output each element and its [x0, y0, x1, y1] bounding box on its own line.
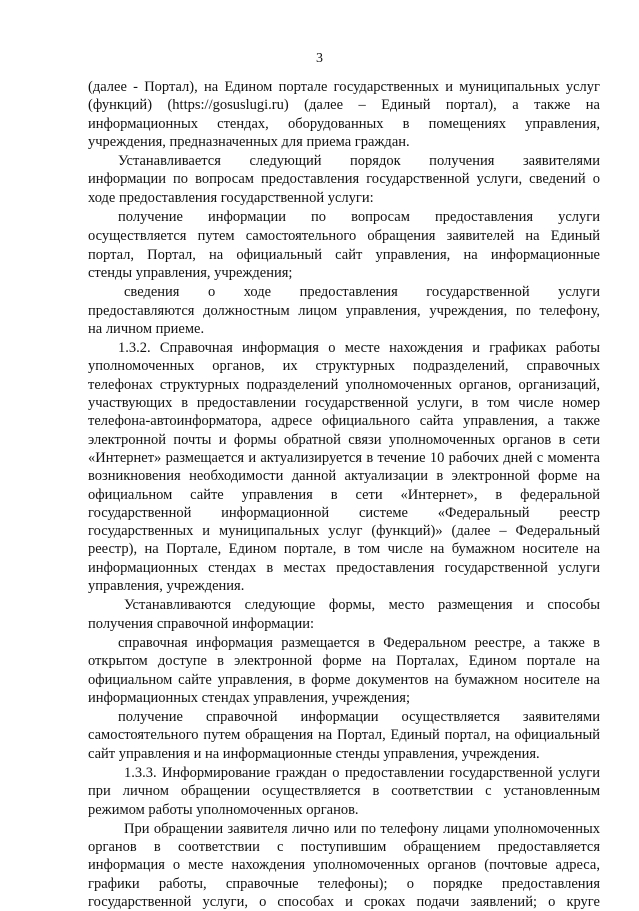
text-line: информационных стендах в местах предоставления государственной услуги — [88, 559, 600, 576]
text-line: управления, учреждения. — [88, 578, 245, 595]
text-line: сведения о ходе предоставления государственной услуги — [124, 284, 600, 301]
text-line: открытом доступе в электронной форме на Порталах, Едином портале на — [88, 653, 600, 670]
text-line: предоставляются должностным лицом управления, учреждения, по телефону, — [88, 302, 600, 319]
text-line: возникновения необходимости данной актуализации в электронной форме на — [88, 468, 600, 485]
text-line: «Интернет» размещается и актуализируется в течение 10 рабочих дней с момента — [88, 449, 600, 466]
text-line: 1.3.3. Информирование граждан о предоставлении государственной услуги — [124, 764, 600, 781]
text-line: официальном сайте управления, в форме документов на бумажном носителе на — [88, 671, 600, 688]
text-line: получения справочной информации: — [88, 615, 315, 632]
document-body — [88, 78, 600, 911]
text-line: получение информации по вопросам предоставления услуги — [118, 209, 600, 226]
text-line: официальном сайте управления в сети «Интернет», в федеральной — [88, 486, 600, 503]
text-line: (далее - Портал), на Едином портале государственных и муниципальных услуг — [88, 79, 600, 95]
text-line: государственной услуги, о способах и сроках подачи заявлений; о круге — [88, 894, 600, 911]
text-line: Устанавливаются следующие формы, место размещения и способы — [124, 597, 600, 614]
text-line: сайт управления и на информационные стенды управления, учреждения. — [88, 745, 540, 762]
text-line: информации по вопросам предоставления государственной услуги, сведений о — [88, 171, 600, 188]
text-line: стенды управления, учреждения; — [88, 264, 293, 281]
text-line: справочная информация размещается в Федеральном реестре, а также в — [118, 634, 600, 651]
text-line: получение справочной информации осуществляется заявителями — [118, 709, 600, 726]
text-line: самостоятельного путем обращения на Портал, Единый портал, на официальный — [88, 727, 600, 744]
text-line: режимом работы уполномоченных органов. — [88, 801, 359, 818]
text-line: государственной информационной системе «Федеральный реестр — [88, 504, 600, 521]
text-line: электронной почты и формы обратной связи уполномоченных органов в сети — [88, 431, 600, 448]
text-line: ходе предоставления государственной услуги: — [88, 189, 374, 206]
text-line: уполномоченных органов, их структурных подразделений, справочных — [88, 358, 600, 375]
text-line: учреждения, предназначенных для приема граждан. — [88, 133, 410, 150]
text-line: участвующих в предоставлении государственной услуги, в том числе номер — [88, 395, 600, 412]
text-line: органов в соответствии с поступившим обращением предоставляется — [88, 839, 600, 856]
text-line: При обращении заявителя лично или по телефону лицами уполномоченных — [124, 820, 600, 837]
text-line: государственных и муниципальных услуг (функций)» (далее – Федеральный — [88, 523, 600, 540]
page-number: 3 — [316, 51, 323, 66]
text-line: (функций) (https://gosuslugi.ru) (далее – Единый портал), а также на — [88, 97, 600, 114]
text-line: осуществляется путем самостоятельного обращения заявителей на Единый — [88, 228, 600, 245]
text-line: телефонах структурных подразделений уполномоченных органов, организаций, — [88, 376, 600, 393]
text-line: портал, Портал, на официальный сайт управления, на информационные — [88, 246, 600, 263]
text-line: графики работы, справочные телефоны); о порядке предоставления — [88, 875, 600, 892]
text-line: информационных стендах, оборудованных в помещениях управления, — [88, 115, 600, 132]
text-line: информация о месте нахождения уполномоченных органов (почтовые адреса, — [88, 857, 600, 874]
text-line: Устанавливается следующий порядок получения заявителями — [118, 153, 600, 170]
text-line: телефона-автоинформатора, адресе официального сайта управления, а также — [88, 413, 600, 430]
text-line: реестр), на Портале, Едином портале, в том числе на бумажном носителе на — [88, 541, 600, 558]
text-line: на личном приеме. — [88, 320, 205, 337]
text-line: при личном обращении осуществляется в соответствии с установленным — [88, 783, 600, 800]
text-line: информационных стендах управления, учреждения; — [88, 689, 411, 706]
text-line: 1.3.2. Справочная информация о месте нахождения и графиках работы — [118, 340, 600, 357]
